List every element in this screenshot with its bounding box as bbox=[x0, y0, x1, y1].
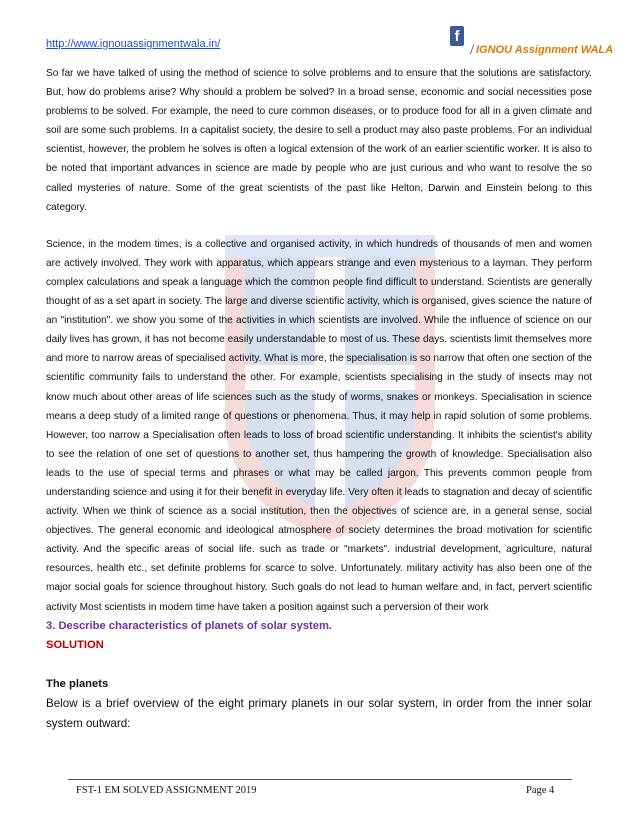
header-brand bbox=[450, 26, 614, 58]
facebook-icon[interactable]: f bbox=[450, 26, 464, 46]
main-content bbox=[46, 64, 592, 734]
page-number: Page 4 bbox=[526, 785, 555, 796]
brand-slash: / bbox=[470, 42, 475, 58]
planets-heading: The planets bbox=[46, 677, 109, 690]
question-heading: 3. Describe characteristics of planets of solar system. bbox=[46, 619, 333, 632]
paragraph-2: Science, in the modem times, is a collective and organised activity, in which hundreds of thousands of men and women are actively involved. They work with apparatus, which appears strange and even mysterious to a layman. They perform complex calculations and speak a language which the common people find difficult to understand. Scientists are generally thought of as a set apart in society. The large and diverse scientific activity, which is organised, gives science the nature of an "institution". we show you some of the activities in which scientists are involved. While the influence of science on our daily lives has grown, it has not become easily understandable to most of us. These days. scientists limit themselves more and more to narrow areas of specialised activity. What is more, the specialisation is so narrow that often one section of the scientific community fails to understand the other. For example, scientists specialising in the study of insects may not know much about other areas of life sciences such as the study of worms, snakes or monkeys. Specialisation in science means a deep study of a limited range of questions or phenomena. Thus, it may help in rapid solution of some problems. However, too narrow a Specialisation often leads to loss of broad scientific understanding. It inhibits the scientist's ability to see the relation of one set of questions to another set, thus hampering the growth of knowledge. Specialisation also leads to the use of special terms and phrases or what may be called jargon. This prevents common people from understanding science and using it for their benefit in everyday life. Very often it leads to stagnation and decay of scientific activity. When we think of science as a social institution, then the objectives of science are, in a general sense, social objectives. The general economic and ideological atmosphere of society determines the broad motivation for scientific activity. And the specific areas of social life. such as trade or "markets". industrial development, agriculture, natural resources, health etc., set definite problems for scarce to solve. Unfortunately. military activity has also been one of the major social goals for science throughout history. Such goals do not lead to human welfare and, in fact, pervert scientific activity Most scientists in modem time have taken a position against such a perversion of their work bbox=[46, 238, 592, 613]
paragraph-1: So far we have talked of using the method of science to solve problems and to ensure that the solutions are satisfactory. But, how do problems arise? Why should a problem be solved? In a broad sense, economic and social necessities pose problems to be solved. For example, the need to cure common diseases, or to produce food for all in a given climate and soil are some such problems. In a capitalist society, the desire to sell a product may also paste problems. For an individual scientist, however, the problem he solves is often a logical extension of the work of an earlier scientific worker. It is also to be noted that important advances in science are made by people who are just curious and who want to resolve the so called mysteries of nature. Some of the great scientists of the past like Helton, Darwin and Einstein belong to this category. bbox=[46, 68, 592, 213]
planets-intro: Below is a brief overview of the eight primary planets in our solar system, in order from the inner solar system outward: bbox=[46, 696, 592, 730]
brand-name: IGNOU Assignment WALA bbox=[476, 44, 614, 56]
header-url-link[interactable]: http://www.ignouassignmentwala.in/ bbox=[46, 38, 221, 50]
solution-label: SOLUTION bbox=[46, 638, 104, 651]
footer-divider bbox=[68, 779, 572, 780]
footer-title: FST-1 EM SOLVED ASSIGNMENT 2019 bbox=[76, 785, 257, 796]
